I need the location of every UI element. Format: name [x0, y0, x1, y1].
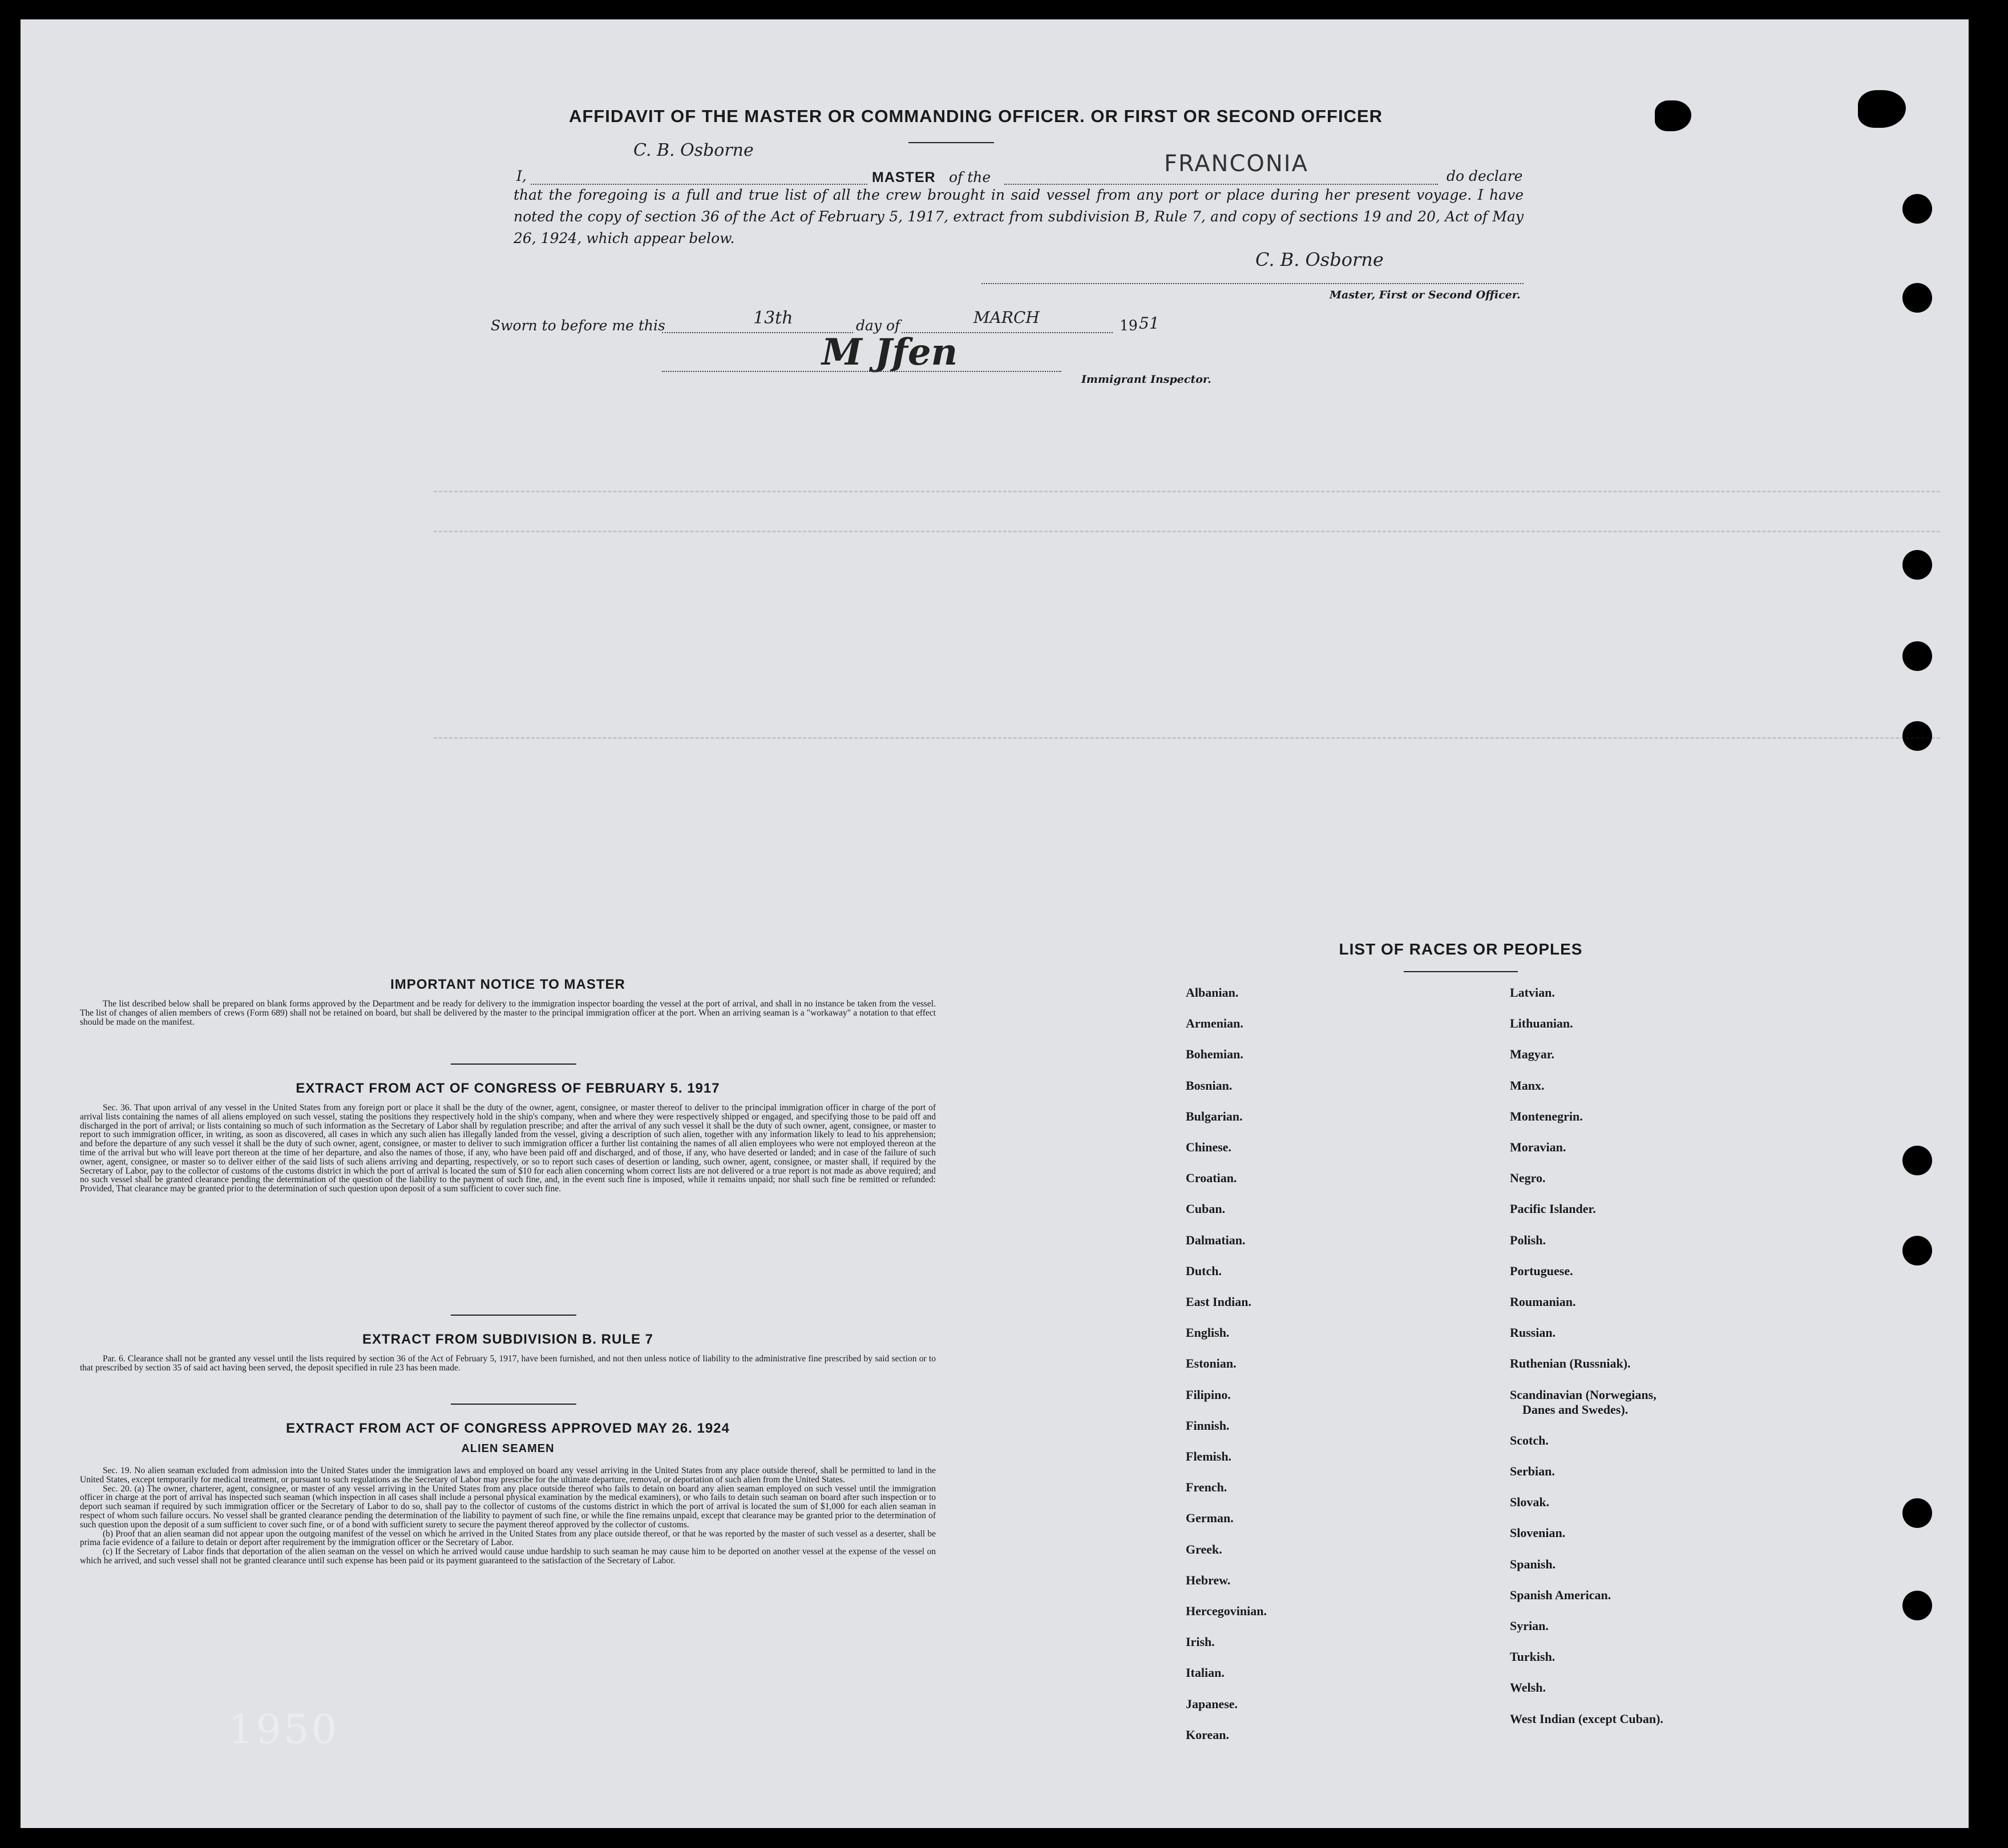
notice-text: [80, 1000, 936, 1026]
notice-paragraph: The list described below shall be prepared on blank forms approved by the Department and be ready for delivery to the immigration inspector boarding the vessel at the port of arrival, and shall in no instance be taken from the vessel. The list of changes of alien members of crews (Form 689) shall not be retained on board, but shall be delivered by the master to the principal immigration officer at the port. When an arriving seaman is a "workaway" a notation to that effect should be made on the manifest.: [80, 999, 936, 1027]
bleed-through-row: [434, 491, 1940, 492]
race-item: Negro.: [1510, 1171, 1546, 1186]
bleed-through-row: [434, 531, 1940, 532]
of-the-label: of the: [949, 169, 991, 185]
punch-hole: [1902, 283, 1932, 313]
race-item: Armenian.: [1186, 1016, 1243, 1031]
race-item: West Indian (except Cuban).: [1510, 1711, 1663, 1726]
race-item: Dalmatian.: [1186, 1232, 1246, 1247]
punch-hole: [1902, 721, 1932, 751]
race-item: Scotch.: [1510, 1433, 1549, 1447]
races-title: LIST OF RACES OR PEOPLES: [1339, 940, 1583, 958]
race-item: Spanish American.: [1510, 1587, 1611, 1602]
race-item: Irish.: [1186, 1635, 1215, 1649]
master-role: MASTER: [872, 169, 936, 185]
inspector-signature: M Jfen: [822, 331, 958, 374]
race-item: Magyar.: [1510, 1047, 1555, 1062]
race-item: Portuguese.: [1510, 1263, 1573, 1278]
race-item: Polish.: [1510, 1232, 1546, 1247]
extract-1917-text: [80, 1103, 936, 1194]
inspector-caption: Immigrant Inspector.: [1081, 373, 1211, 386]
punch-hole: [1902, 1146, 1932, 1175]
race-item: French.: [1186, 1480, 1227, 1495]
race-item: Pacific Islander.: [1510, 1202, 1596, 1216]
officer-signature-line: [981, 283, 1524, 284]
vessel-name: FRANCONIA: [1164, 151, 1308, 177]
race-item: Turkish.: [1510, 1649, 1556, 1664]
day-of-label: day of: [856, 317, 900, 334]
race-item: Dutch.: [1186, 1263, 1222, 1278]
race-item: Scandinavian (Norwegians,: [1510, 1387, 1657, 1402]
sworn-month: MARCH: [973, 308, 1040, 327]
master-name-handwriting: C. B. Osborne: [633, 140, 754, 160]
race-item: Serbian.: [1510, 1464, 1555, 1478]
extract-1924-paragraph: Sec. 20. (a) The owner, charterer, agent, consignee, or master of any vessel arriving in the United States from any place outside thereof who fails to detain on board any alien seaman employed on such vessel until the immigration officer in charge at the port of arrival has inspected such seaman (which inspection in all cases shall include a personal physical examination by the medical examiners), or who fails to detain such seaman on board after such inspection or to deport such seaman if required by such immigration officer or the Secretary of Labor to do so, shall pay to the collector of customs of the customs district in which the port of arrival is located the sum of $1,000 for each alien seaman in respect of whom such failure occurs. No vessel shall be granted clearance pending the determination of the liability to payment of such fine, or while the fine remains unpaid, except that clearance may be granted prior to the determination of such question upon the deposit of a sum sufficient to cover such fine, or of a bond with sufficient surety to secure the payment thereof approved by the collector of customs.: [80, 1483, 936, 1530]
officer-signature-caption: Master, First or Second Officer.: [1330, 289, 1521, 301]
race-item: Moravian.: [1510, 1140, 1566, 1154]
extract-1924-paragraph: (b) Proof that an alien seaman did not appear upon the outgoing manifest of the vessel on which he arrived in the United States from any place outside thereof, or that he was reported by the master of such vessel as a deserter, shall be prima facie evidence of a failure to detain or deport after requirement by the immigration officer or the Secretary of Labor.: [80, 1528, 936, 1548]
race-item: Greek.: [1186, 1542, 1222, 1556]
punch-hole: [1902, 1236, 1932, 1265]
year-prefix: 19: [1120, 317, 1138, 334]
sworn-day: 13th: [753, 308, 793, 328]
extract-1924-paragraph: Sec. 19. No alien seaman excluded from admission into the United States under the immigration laws and employed on board any vessel arriving in the United States from any place outside thereof, shall be permitted to land in the United States, except temporarily for medical treatment, or pursuant to such regulations as the Secretary of Labor may prescribe for the ultimate departure, removal, or deportation of such alien from the United States.: [80, 1466, 936, 1485]
race-item: Montenegrin.: [1510, 1109, 1583, 1123]
race-item: Finnish.: [1186, 1418, 1230, 1433]
race-item: Estonian.: [1186, 1356, 1237, 1371]
race-item: Slovak.: [1510, 1495, 1550, 1510]
faint-stamp: 1950: [228, 1706, 340, 1753]
race-item: Russian.: [1510, 1325, 1556, 1340]
race-item: Hebrew.: [1186, 1572, 1231, 1587]
race-item: Syrian.: [1510, 1619, 1549, 1633]
race-item: Chinese.: [1186, 1140, 1232, 1154]
punch-hole: [1902, 550, 1932, 580]
punch-hole: [1902, 1591, 1932, 1620]
race-item: Cuban.: [1186, 1202, 1226, 1216]
punch-hole: [1902, 641, 1932, 671]
divider: [908, 142, 994, 143]
extract-1917-title: EXTRACT FROM ACT OF CONGRESS OF FEBRUARY 5. 1917: [296, 1081, 720, 1096]
extract-rule7-text: [80, 1354, 936, 1373]
divider: [1404, 971, 1518, 972]
punch-hole: [1902, 194, 1932, 224]
extract-rule7-paragraph: Par. 6. Clearance shall not be granted any vessel until the lists required by section 36 of the Act of February 5, 1917, have been furnished, and not then unless notice of liability to the administrative fine prescribed by said section or to that prescribed by section 35 of said act having been served, the deposit specified in rule 23 has been made.: [80, 1354, 936, 1373]
race-item: Italian.: [1186, 1665, 1225, 1680]
notice-title: IMPORTANT NOTICE TO MASTER: [390, 977, 625, 992]
race-item: Bohemian.: [1186, 1047, 1243, 1062]
punch-hole: [1902, 1498, 1932, 1528]
affidavit-body: that the foregoing is a full and true list of all the crew brought in said vessel from any port or place during her present voyage. I have noted the copy of section 36 of the Act of February 5, 1917, extract from subdivision B, Rule 7, and copy of sections 19 and 20, Act of May 26, 1924, which appear below.: [514, 187, 1524, 246]
race-item: East Indian.: [1186, 1295, 1251, 1309]
race-item: German.: [1186, 1511, 1234, 1526]
race-item: Flemish.: [1186, 1449, 1232, 1463]
divider: [451, 1315, 576, 1316]
race-item: Ruthenian (Russniak).: [1510, 1356, 1631, 1371]
race-item: Manx.: [1510, 1078, 1545, 1093]
race-item: English.: [1186, 1325, 1230, 1340]
extract-rule7-title: EXTRACT FROM SUBDIVISION B. RULE 7: [362, 1332, 654, 1347]
race-item: Welsh.: [1510, 1680, 1546, 1695]
affidavit-prefix: I,: [516, 168, 527, 184]
bleed-through-row: [434, 737, 1940, 739]
race-item: Filipino.: [1186, 1387, 1231, 1402]
race-item: Albanian.: [1186, 985, 1239, 1000]
officer-signature: C. B. Osborne: [1255, 249, 1384, 270]
race-item: Korean.: [1186, 1727, 1229, 1742]
extract-1924-paragraph: (c) If the Secretary of Labor finds that deportation of the alien seaman on the vessel on which he arrived would cause undue hardship to such seaman he may cause him to be deported on another vessel at the expense of the vessel on which he arrived, and such vessel shall not be granted clearance until such expense has been paid or its payment guaranteed to the satisfaction of the Secretary of Labor.: [80, 1547, 936, 1566]
sworn-prefix: Sworn to before me this: [491, 317, 665, 334]
race-item: Roumanian.: [1510, 1295, 1576, 1309]
race-item: Hercegovinian.: [1186, 1604, 1267, 1618]
year-suffix: 51: [1139, 314, 1159, 333]
extract-1924-subtitle: ALIEN SEAMEN: [461, 1442, 555, 1455]
inspector-signature-line: [662, 371, 1061, 372]
page-edge: [1969, 0, 2008, 1848]
divider: [451, 1063, 576, 1065]
extract-1917-paragraph: Sec. 36. That upon arrival of any vessel in the United States from any foreign port or place it shall be the duty of the owner, agent, consignee, or master thereof to deliver to the principal immigration officer in charge of the port of arrival lists containing the names of all aliens employed on such vessel, stating the positions they respectively hold in the ship's company, when and where they were respectively shipped or engaged, and specifying those to be paid off and discharged in the port of arrival; or lists containing so much of such information as the Secretary of Labor shall by regulation prescribe; and after the arrival of any such vessel it shall be the duty of such owner, agent, consignee, or master to report to such immigration officer, in writing, as soon as discovered, all cases in which any such alien has illegally landed from the vessel, giving a description of such alien, together with any information likely to lead to his apprehension; and before the departure of any such vessel it shall be the duty of such owner, agent, consignee, or master to deliver to such immigration officer a further list containing the names of all alien employees who were not employed thereon at the time of the arrival but who will leave port thereon at the time of her departure, and also the names of those, if any, who have been paid off and discharged, and of those, if any, who have deserted or landed; and in case of the failure of such owner, agent, consignee, or master so to deliver either of the said lists of such aliens arriving and departing, respectively, or so to report such cases of desertion or landing, such owner, agent, consignee, or master shall, if required by the Secretary of Labor, pay to the collector of customs of the customs district in which the port of arrival is located the sum of $10 for each alien concerning whom correct lists are not delivered or a true report is not made as above required; and no such vessel shall be granted clearance pending the determination of the question of the liability to the payment of such fine, and, in the event such fine is imposed, while it remains unpaid; nor shall such fine be remitted or refunded: Provided, That clearance may be granted prior to the determination of such question upon deposit of a sum sufficient to cover such fine.: [80, 1103, 936, 1194]
race-item: Bosnian.: [1186, 1078, 1233, 1093]
extract-1924-text: [80, 1466, 936, 1566]
race-item: Lithuanian.: [1510, 1016, 1573, 1031]
race-item: Danes and Swedes).: [1522, 1402, 1629, 1417]
affidavit-title: AFFIDAVIT OF THE MASTER OR COMMANDING OFFICER. OR FIRST OR SECOND OFFICER: [568, 106, 1383, 126]
race-item: Bulgarian.: [1186, 1109, 1243, 1123]
race-item: Latvian.: [1510, 985, 1555, 1000]
do-declare-label: do declare: [1447, 168, 1523, 184]
divider: [451, 1404, 576, 1405]
race-item: Slovenian.: [1510, 1526, 1566, 1540]
race-item: Japanese.: [1186, 1696, 1238, 1711]
race-item: Croatian.: [1186, 1171, 1237, 1186]
race-item: Spanish.: [1510, 1556, 1556, 1571]
extract-1924-title: EXTRACT FROM ACT OF CONGRESS APPROVED MAY 26. 1924: [286, 1421, 730, 1436]
